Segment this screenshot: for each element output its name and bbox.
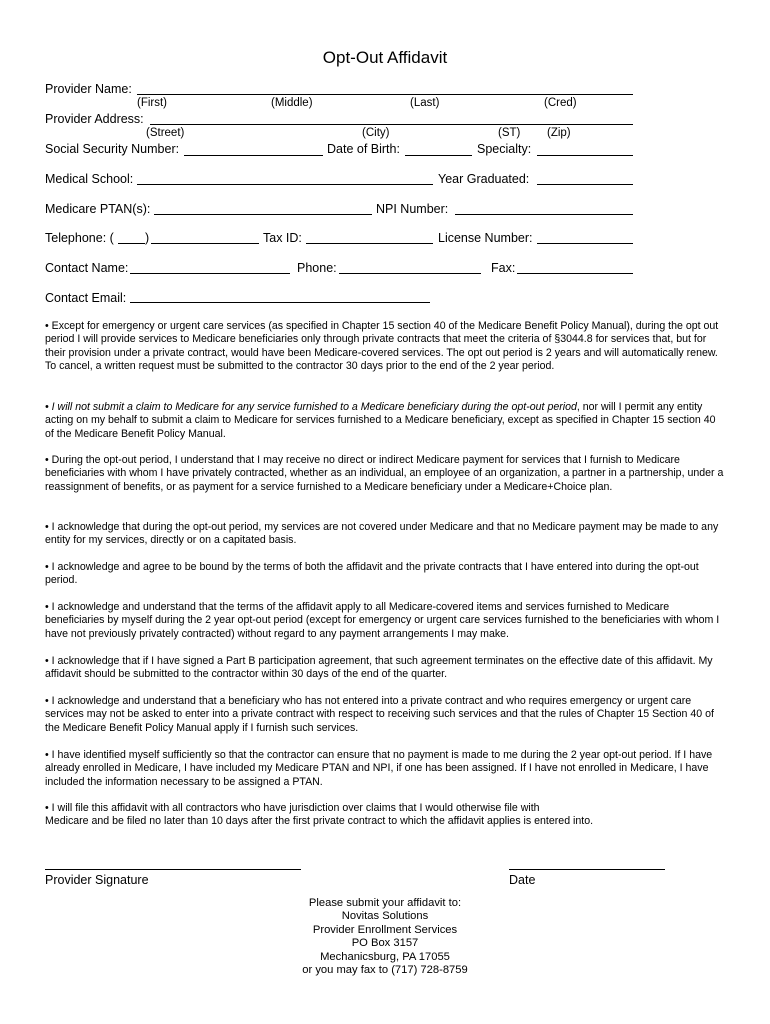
- submission-address: [0, 897, 770, 977]
- telephone-field[interactable]: [151, 243, 259, 244]
- first-caption: (First): [137, 97, 168, 109]
- provider-name-label: Provider Name:: [45, 82, 132, 96]
- paragraph-no-claims: [45, 401, 725, 441]
- footer-line: Mechanicsburg, PA 17055: [320, 950, 450, 963]
- contact-name-field[interactable]: [130, 273, 290, 274]
- st-caption: (ST): [498, 127, 521, 139]
- year-graduated-field[interactable]: [537, 184, 633, 185]
- city-caption: (City): [362, 127, 390, 139]
- paragraph-file-affidavit-line1: • I will file this affidavit with all contractors who have jurisdiction over claims that I would otherwise file with: [45, 802, 540, 814]
- area-code-field[interactable]: [118, 243, 145, 244]
- date-label: Date: [509, 873, 536, 887]
- dob-field[interactable]: [405, 155, 472, 156]
- footer-line: PO Box 3157: [351, 937, 419, 950]
- middle-caption: (Middle): [271, 97, 313, 109]
- fax-label: Fax:: [491, 261, 516, 275]
- provider-address-field[interactable]: [150, 124, 633, 125]
- license-label: License Number:: [438, 231, 533, 245]
- paragraph-file-affidavit-line2: Medicare and be filed no later than 10 days after the first private contract to which the affidavit applies is entered into.: [45, 815, 594, 828]
- ssn-field[interactable]: [184, 155, 323, 156]
- footer-line: Please submit your affidavit to:: [308, 897, 462, 909]
- dob-label: Date of Birth:: [327, 142, 400, 156]
- cred-caption: (Cred): [544, 97, 577, 109]
- year-graduated-label: Year Graduated:: [438, 172, 530, 186]
- provider-name-field[interactable]: [137, 94, 633, 95]
- fax-field[interactable]: [517, 273, 633, 274]
- specialty-label: Specialty:: [477, 142, 532, 156]
- footer-line: Novitas Solutions: [341, 910, 429, 923]
- phone-field[interactable]: [339, 273, 481, 274]
- ssn-label: Social Security Number:: [45, 142, 180, 156]
- zip-caption: (Zip): [547, 127, 571, 139]
- license-field[interactable]: [537, 243, 633, 244]
- medical-school-field[interactable]: [137, 184, 433, 185]
- tax-id-label: Tax ID:: [263, 231, 302, 245]
- specialty-field[interactable]: [537, 155, 633, 156]
- footer-line: Provider Enrollment Services: [312, 923, 458, 936]
- paragraph-no-payment: • During the opt-out period, I understand that I may receive no direct or indirect Medicare payment for services that I furnish to Medicare beneficiaries with whom I have privately contracted, whether as an individual, an employee of an organization, a partner in a partnership, under a reassignment of benefits, or as payment for a service furnished to a Medicare beneficiary under a Medicare+Choice plan.: [45, 454, 724, 493]
- telephone-close-paren: ): [145, 231, 150, 245]
- last-caption: (Last): [410, 97, 440, 109]
- provider-signature-field[interactable]: [45, 869, 301, 870]
- medical-school-label: Medical School:: [45, 172, 134, 186]
- paragraph-file-affidavit: [45, 802, 593, 829]
- tax-id-field[interactable]: [306, 243, 433, 244]
- footer-line: or you may fax to (717) 728-8759: [302, 963, 468, 976]
- paragraph-no-claims-italic: • I will not submit a claim to Medicare for any service furnished to a Medicare beneficiary during the opt-out period: [45, 401, 577, 413]
- paragraph-no-claims-cont: entity acting on my behalf to submit a claim to Medicare for services furnished to a Medicare beneficiary, except as specified in Chapter 15 section 40 of the Medicare Benefit Policy Manual.: [45, 401, 716, 440]
- contact-email-field[interactable]: [130, 302, 430, 303]
- date-field[interactable]: [509, 869, 665, 870]
- telephone-label: Telephone: (: [45, 231, 114, 245]
- paragraph-identification: • I have identified myself sufficiently so that the contractor can ensure that no payment is made to me during the 2 year opt-out period. If I have already enrolled in Medicare, I have included my Medicare PTAN and NPI, if one has been assigned. If I have not enrolled in Medicare, I have included the information necessary to be assigned a PTAN.: [45, 749, 713, 788]
- paragraph-opt-out-period: • Except for emergency or urgent care services (as specified in Chapter 15 section 40 of the Medicare Benefit Policy Manual), during the opt out period I will provide services to Medicare beneficiaries only through private contracts that meet the criteria of §3044.8 for services that, but for their provision under a private contract, would have been Medicare-covered services. The opt out period is 2 years and will automatically renew. To cancel, a written request must be submitted to the contractor 30 days prior to the end of the 2 year period.: [45, 320, 719, 373]
- paragraph-terms-apply: • I acknowledge and understand that the terms of the affidavit apply to all Medicare-covered items and services furnished to Medicare beneficiaries by myself during the 2 year opt-out period (except for emergency or urgent care services furnished to the beneficiaries with whom I have not previously privately contracted) without regard to any payment arrangements I may make.: [45, 601, 720, 640]
- paragraph-emergency-care: • I acknowledge and understand that a beneficiary who has not entered into a private contract and who requires emergency or urgent care services may not be asked to enter into a private contract with respect to receiving such services and that the rules of Chapter 15 Section 40 of the Medicare Benefit Policy Manual apply if I furnish such services.: [45, 695, 714, 734]
- provider-signature-label: Provider Signature: [45, 873, 149, 887]
- contact-name-label: Contact Name:: [45, 261, 129, 275]
- npi-label: NPI Number:: [376, 202, 449, 216]
- paragraph-part-b: • I acknowledge that if I have signed a Part B participation agreement, that such agreement terminates on the effective date of this affidavit. My affidavit should be submitted to the contractor within 30 days of the end of the quarter.: [45, 655, 713, 681]
- street-caption: (Street): [146, 127, 185, 139]
- page-title: Opt-Out Affidavit: [322, 48, 448, 67]
- paragraph-no-claims-rest: , nor will I permit any: [576, 401, 675, 413]
- npi-field[interactable]: [455, 214, 633, 215]
- provider-address-label: Provider Address:: [45, 112, 144, 126]
- paragraph-not-covered: • I acknowledge that during the opt-out period, my services are not covered under Medicare and that no Medicare payment may be made to any entity for my services, directly or on a capitated basis.: [45, 521, 719, 547]
- paragraph-bound-by-terms: • I acknowledge and agree to be bound by the terms of both the affidavit and the private contracts that I have entered into during the opt-out period.: [45, 561, 699, 587]
- phone-label: Phone:: [297, 261, 337, 275]
- contact-email-label: Contact Email:: [45, 291, 127, 305]
- medicare-ptan-field[interactable]: [154, 214, 372, 215]
- medicare-ptan-label: Medicare PTAN(s):: [45, 202, 151, 216]
